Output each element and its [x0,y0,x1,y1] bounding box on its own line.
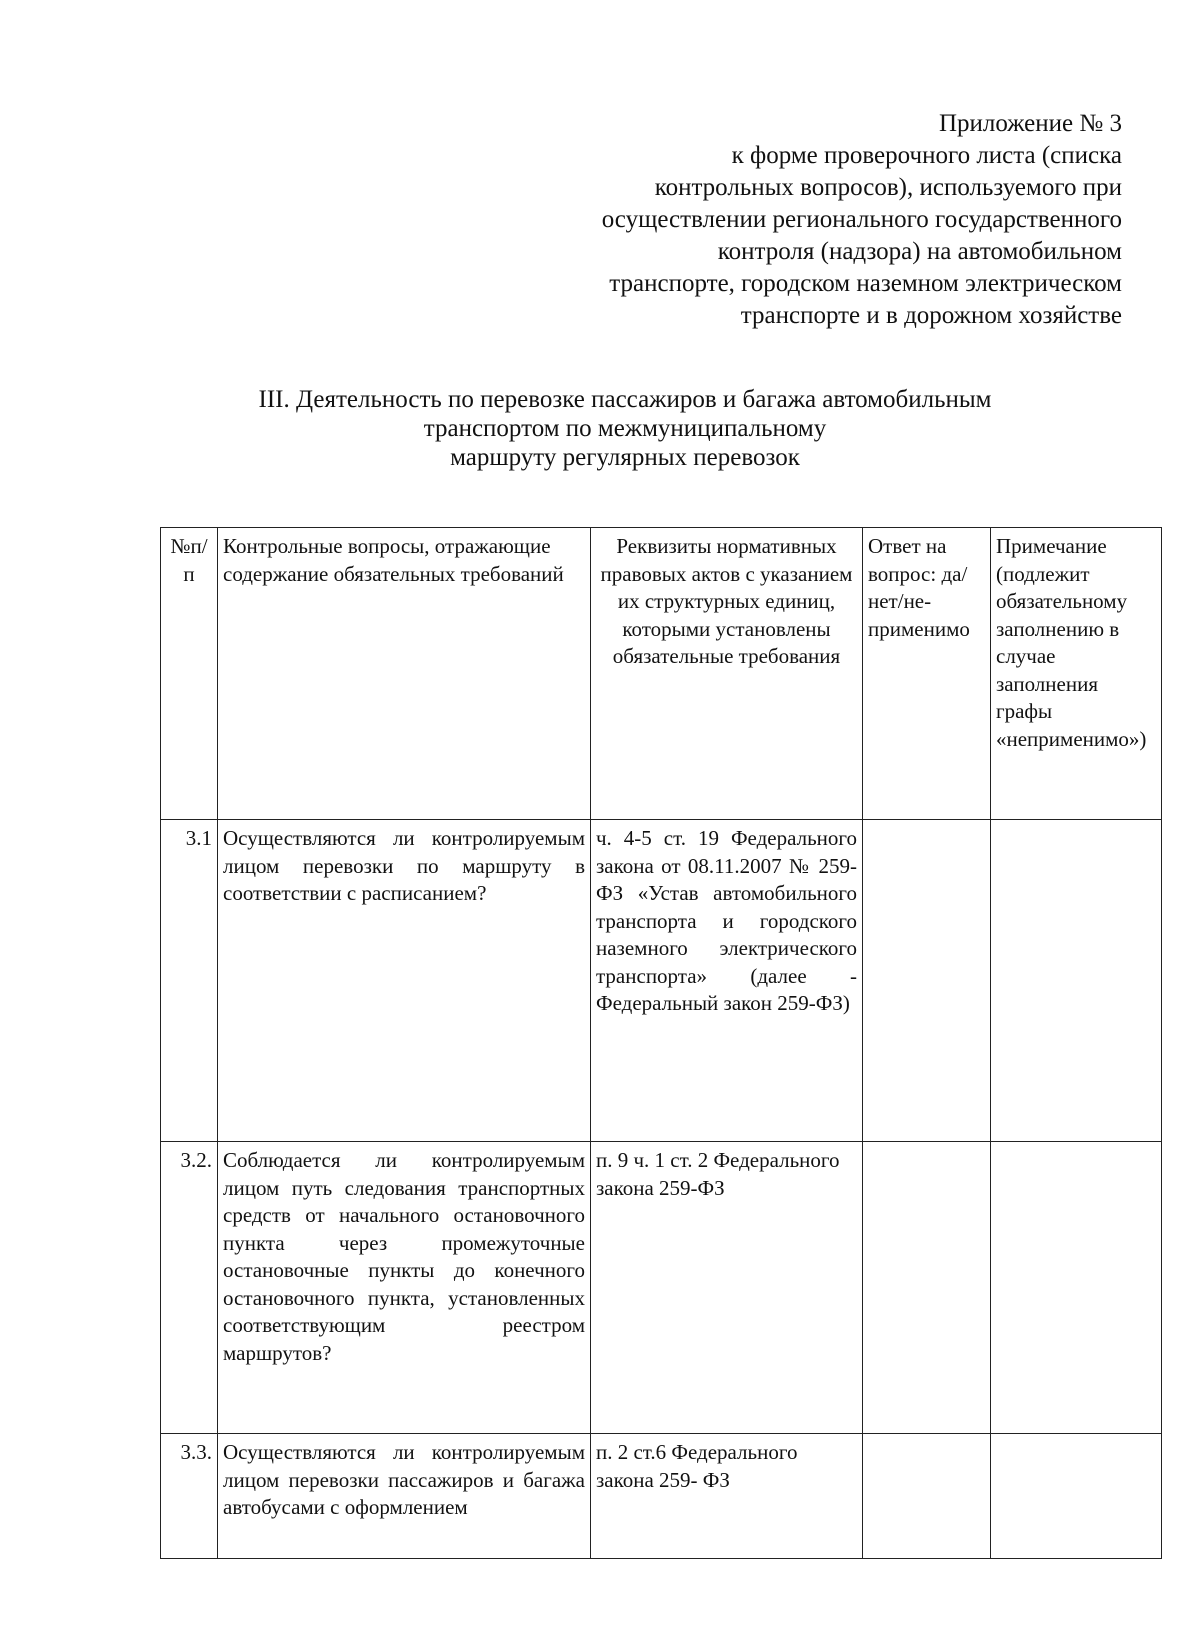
header-question: Контрольные вопросы, отражающие содержание обязательных требований [218,528,591,820]
appendix-line: осуществлении регионального государственного [601,206,1122,233]
section-title-line: маршруту регулярных перевозок [450,444,800,471]
table-row [161,1434,1162,1559]
section-title-line: III. Деятельность по перевозке пассажиров и багажа автомобильным [258,386,992,413]
header-num: №п/п [161,528,218,820]
row-note[interactable] [991,1142,1162,1434]
section-title [150,385,1100,472]
header-note: Примечание (подлежит обязательному заполнению в случае заполнения графы «неприменимо») [991,528,1162,820]
table-header-row [161,528,1162,820]
header-reference: Реквизиты нормативных правовых актов с указанием их структурных единиц, которыми установлены обязательные требования [591,528,863,820]
row-note[interactable] [991,1434,1162,1559]
appendix-line: Приложение № 3 [938,110,1122,137]
row-reference: ч. 4-5 ст. 19 Федерального закона от 08.11.2007 № 259-ФЗ «Устав автомобильного транспорта и городского наземного электрического транспорта» (далее - Федеральный закон 259-ФЗ) [591,820,863,1142]
appendix-line: транспорте и в дорожном хозяйстве [740,302,1122,329]
row-reference: п. 2 ст.6 Федерального закона 259- ФЗ [591,1434,863,1559]
row-answer[interactable] [863,1142,991,1434]
row-question: Осуществляются ли контролируемым лицом перевозки по маршруту в соответствии с расписанием? [218,820,591,1142]
appendix-header [482,108,1122,332]
row-reference: п. 9 ч. 1 ст. 2 Федерального закона 259-ФЗ [591,1142,863,1434]
row-num: 3.2. [161,1142,218,1434]
row-num: 3.3. [161,1434,218,1559]
row-num: 3.1 [161,820,218,1142]
section-title-line: транспортом по межмуниципальному [423,415,827,442]
row-question: Осуществляются ли контролируемым лицом перевозки пассажиров и багажа автобусами с оформлением [218,1434,591,1559]
row-question: Соблюдается ли контролируемым лицом путь следования транспортных средств от начального остановочного пункта через промежуточные остановочные пункты до конечного остановочного пункта, установленных соответствующим реестром маршрутов? [218,1142,591,1434]
table-row [161,820,1162,1142]
row-answer[interactable] [863,820,991,1142]
checklist-table [160,527,1162,1559]
header-answer: Ответ на вопрос: да/нет/не-применимо [863,528,991,820]
appendix-line: контрольных вопросов), используемого при [654,174,1122,201]
row-answer[interactable] [863,1434,991,1559]
row-note[interactable] [991,820,1162,1142]
appendix-line: к форме проверочного листа (списка [731,142,1122,169]
table-row [161,1142,1162,1434]
appendix-line: транспорте, городском наземном электрическом [609,270,1122,297]
appendix-line: контроля (надзора) на автомобильном [717,238,1122,265]
